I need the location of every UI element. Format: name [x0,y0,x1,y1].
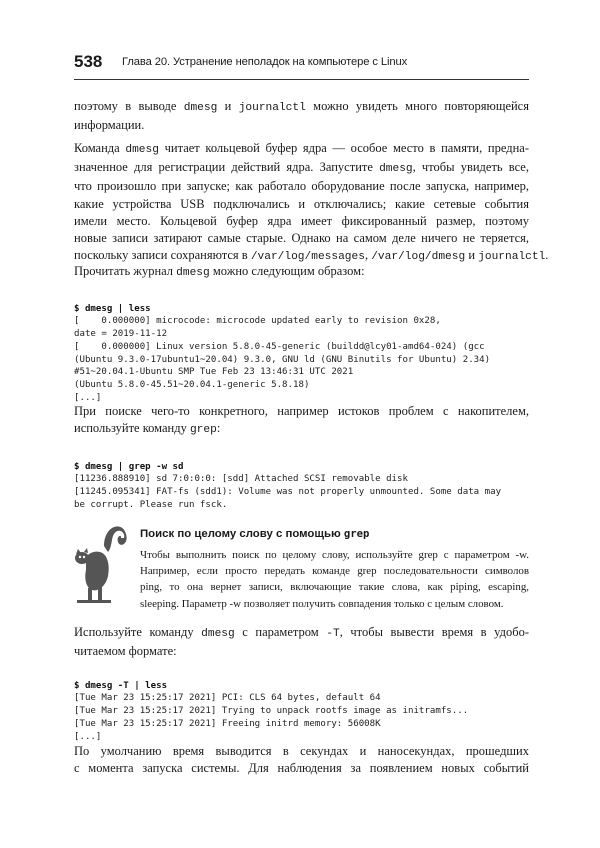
code-line: [Tue Mar 23 15:25:17 2021] Trying to unpack rootfs image as initramfs... [74,706,469,717]
code-line: be corrupt. Please run fsck. [74,499,228,510]
text-line: поэтому в выводе dmesg и journalctl можно увидеть много повторяющейся [74,99,529,114]
tip-line: Например, если просто передать команде grep последовательности символов [140,565,529,578]
header-divider [74,79,529,80]
running-header [74,52,529,74]
paragraph-dmesg-T [74,624,529,660]
tip-line: Чтобы выполнить поиск по целому слову, используйте grep с параметром -w. [140,549,529,561]
lemur-icon [74,516,130,606]
text-line: что произошло при запуске; как работало оборудование после запуска, например, [74,179,529,194]
tip-line: ping, то она вернет записи, включающие такие слова, как piping, escaping, [140,581,529,594]
code-line: [Tue Mar 23 15:25:17 2021] Freeing initrd memory: 56008K [74,718,381,729]
paragraph-timestamps [74,743,529,777]
text-line: новые записи затирают самые старые. Однако на самом деле ничего не теряется, [74,231,529,246]
text-line: используйте команду grep: [74,421,221,437]
paragraph-dmesg-description [74,140,549,266]
text-line: При поиске чего-то конкретного, например истоков проблем с накопителем, [74,404,529,418]
code-line: date = 2019-11-12 [74,329,168,340]
code-line: [ 0.000000] Linux version 5.8.0-45-generic (buildd@lcy01-amd64-024) (gcc [74,341,485,352]
code-line: [ 0.000000] microcode: microcode updated early to revision 0x28, [74,316,441,327]
text-line: информации. [74,118,145,133]
text-line: с момента запуска системы. Для наблюдения за появлением новых событий [74,761,529,776]
paragraph-continuation [74,98,529,134]
code-line: (Ubuntu 9.3.0-17ubuntu1~20.04) 9.3.0, GNU ld (GNU Binutils for Ubuntu) 2.34) [74,354,491,365]
code-block-grep [74,448,529,537]
code-command: $ dmesg -T | less [74,680,168,691]
text-line: Прочитать журнал dmesg можно следующим образом: [74,264,365,279]
code-command: $ dmesg | less [74,303,151,314]
code-line: (Ubuntu 5.8.0-45.51~20.04.1-generic 5.8.18) [74,379,310,390]
text-line: Используйте команду dmesg с параметром -T, чтобы вывести время в удобо- [74,625,529,640]
code-command: $ dmesg | grep -w sd [74,461,184,472]
text-line: По умолчанию время выводится в секундах и наносекундах, прошедших [74,744,529,758]
paragraph-grep-usage [74,403,529,439]
tip-title: Поиск по целому слову с помощью grep [140,528,370,540]
text-line: имели место. Кольцевой буфер ядра имеет фиксированный размер, поэтому [74,213,529,228]
tip-body [140,547,529,612]
code-line: [11245.095341] FAT-fs (sdd1): Volume was not properly unmounted. Some data may [74,487,502,498]
code-line: [Tue Mar 23 15:25:17 2021] PCI: CLS 64 bytes, default 64 [74,693,381,704]
code-line: [...] [74,392,102,403]
code-line: [11236.888910] sd 7:0:0:0: [sdd] Attached SCSI removable disk [74,474,408,485]
page-number: 538 [74,52,103,71]
text-line: поскольку записи сохраняются в /var/log/messages, /var/log/dmesg и journalctl. [74,248,549,264]
tip-line: sleeping. Параметр -w позволяет получить совпадения только с целым словом. [140,597,504,610]
text-line: читаемом формате: [74,644,177,659]
code-line: #51~20.04.1-Ubuntu SMP Tue Feb 23 13:46:31 UTC 2021 [74,367,354,378]
paragraph-read-log [74,263,529,282]
code-line: [...] [74,731,102,742]
text-line: значенное для регистрации действий ядра. Запустите dmesg, чтобы увидеть все, [74,160,529,176]
chapter-title: Глава 20. Устранение неполадок на компьютере с Linux [122,56,408,68]
text-line: какие устройства USB подключались и отключались; какие сетевые события [74,196,529,211]
text-line: Команда dmesg читает кольцевой буфер ядра — особое место в памяти, предна- [74,141,529,156]
